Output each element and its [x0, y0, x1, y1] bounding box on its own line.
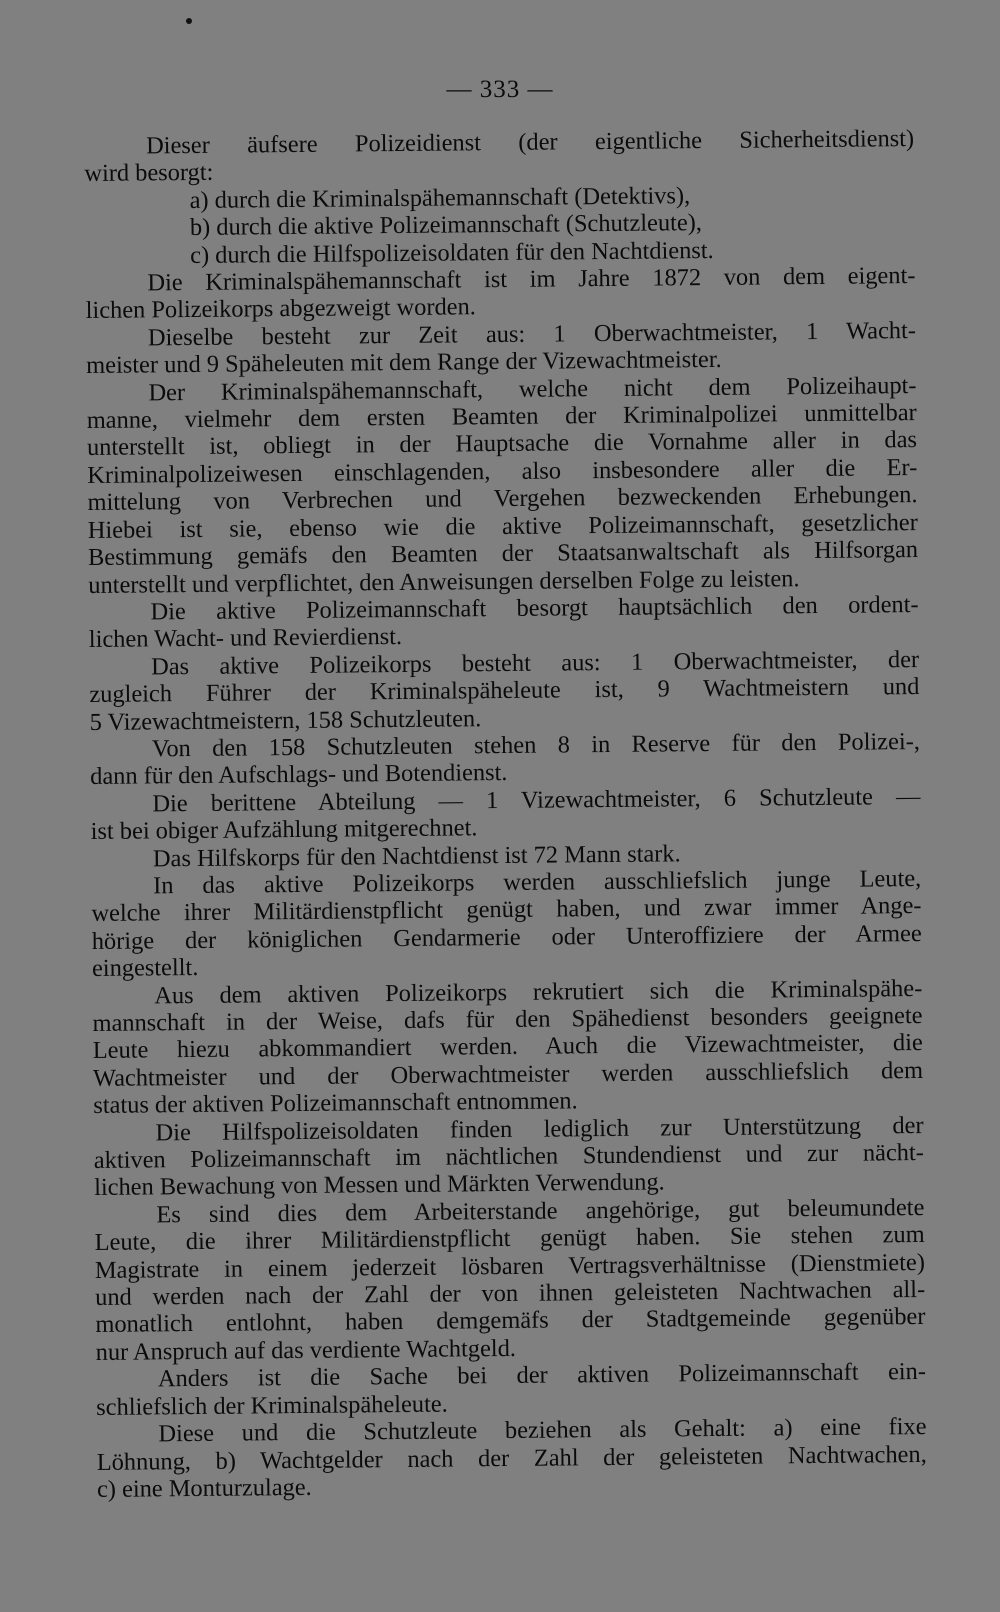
text-line: Hiebei ist sie, ebenso wie die aktive Polizeimannschaft, gesetzlicher: [87, 508, 918, 544]
text-line: und werden nach der Zahl der von ihnen geleisteten Nachtwachen all-: [95, 1276, 926, 1312]
text-line: Bestimmung gemäfs den Beamten der Staatsanwaltschaft als Hilfsorgan: [87, 536, 919, 572]
text-line: status der aktiven Polizeimannschaft entnommen.: [93, 1087, 578, 1120]
text-line: unterstellt ist, obliegt in der Hauptsache die Vornahme aller in das: [86, 426, 918, 462]
text-line: Das Hilfskorps für den Nachtdienst ist 72 Mann stark.: [152, 839, 681, 872]
text-line: Aus dem aktiven Polizeikorps rekrutiert sich die Kriminalspähe-: [154, 974, 923, 1009]
text-line: 5 Vizewachtmeistern, 158 Schutzleuten.: [89, 704, 482, 736]
text-line: lichen Bewachung von Messen und Märkten Verwendung.: [93, 1168, 665, 1202]
text-line: Löhnung, b) Wachtgelder nach der Zahl der geleisteten Nachtwachen,: [96, 1440, 927, 1476]
text-line: meister und 9 Späheleuten mit dem Range der Vizewachtmeister.: [86, 346, 722, 380]
text-line: Leute, die ihrer Militärdienstpflicht genügt haben. Sie stehen zum: [94, 1221, 925, 1257]
text-line: unterstellt und verpflichtet, den Anweisungen derselben Folge zu leisten.: [88, 564, 800, 599]
text-line: a) durch die Kriminalspähemannschaft (Detektivs),: [189, 181, 691, 214]
text-line: Der Kriminalspähemannschaft, welche nicht dem Polizeihaupt-: [148, 371, 917, 407]
text-line: nur Anspruch auf das verdiente Wachtgeld.: [95, 1334, 517, 1366]
text-line: lichen Wacht- und Revierdienst.: [88, 623, 403, 654]
text-line: Die Kriminalspähemannschaft ist im Jahre 1872 von dem eigent-: [147, 262, 916, 297]
text-line: Magistrate in einem jederzeit lösbaren Vertragsverhältnisse (Dienstmiete): [94, 1248, 926, 1284]
text-line: ist bei obiger Aufzählung mitgerechnet.: [90, 814, 478, 846]
text-line: mannschaft in der Weise, dafs für den Spähedienst besonders geeignete: [92, 1001, 923, 1037]
text-line: Von den 158 Schutzleuten stehen 8 in Reserve für den Polizei-,: [151, 727, 921, 763]
text-line: Dieselbe besteht zur Zeit aus: 1 Oberwachtmeister, 1 Wacht-: [147, 316, 917, 352]
text-line: aktiven Polizeimannschaft im nächtlichen Stundendienst und zur nächt-: [93, 1139, 924, 1174]
text-line: Anders ist die Sache bei der aktiven Polizeimannschaft ein-: [157, 1358, 927, 1393]
text-line: zugleich Führer der Kriminalspäheleute ist, 9 Wachtmeistern und: [89, 673, 920, 709]
text-line: Leute hiezu abkommandiert werden. Auch die Vizewachtmeister, die: [92, 1029, 923, 1065]
text-line: welche ihrer Militärdienstpflicht genügt haben, und zwar immer Ange-: [91, 892, 922, 928]
body-text: [84, 125, 927, 1503]
text-line: Es sind dies dem Arbeiterstande angehörige, gut beleumundete: [156, 1193, 925, 1229]
text-line: Kriminalpolizeiwesen einschlagenden, also insbesondere aller die Er-: [87, 453, 918, 489]
text-line: hörige der königlichen Gendarmerie oder Unteroffiziere der Armee: [91, 919, 922, 955]
text-line: wird besorgt:: [84, 159, 214, 188]
text-line: Die Hilfspolizeisoldaten finden lediglich zur Unterstützung der: [155, 1111, 924, 1146]
text-line: Die aktive Polizeimannschaft besorgt hauptsächlich den ordent-: [150, 590, 919, 626]
text-line: c) durch die Hilfspolizeisoldaten für den Nachtdienst.: [190, 236, 714, 269]
text-line: eingestellt.: [91, 954, 199, 983]
text-line: Wachtmeister und der Oberwachtmeister werden ausschliefslich dem: [92, 1056, 924, 1092]
text-line: schliefslich der Kriminalspäheleute.: [96, 1390, 448, 1421]
text-line: mittelung von Verbrechen und Vergehen bezweckenden Erhebungen.: [87, 481, 918, 517]
text-line: monatlich entlohnt, haben demgemäfs der Stadtgemeinde gegenüber: [95, 1303, 926, 1339]
text-line: dann für den Aufschlags- und Botendienst.: [90, 759, 508, 791]
text-line: Das aktive Polizeikorps besteht aus: 1 Oberwachtmeister, der: [150, 645, 920, 681]
page-number: — 333 —: [446, 76, 554, 103]
ink-speck: [186, 18, 192, 24]
text-line: Diese und die Schutzleute beziehen als Gehalt: a) eine fixe: [158, 1413, 927, 1448]
text-line: b) durch die aktive Polizeimannschaft (Schutzleute),: [189, 209, 703, 242]
text-line: manne, vielmehr dem ersten Beamten der Kriminalpolizei unmittelbar: [86, 399, 917, 435]
text-line: c) eine Monturzulage.: [96, 1473, 312, 1503]
text-line: lichen Polizeikorps abgezweigt worden.: [85, 293, 476, 325]
text-line: Die berittene Abteilung — 1 Vizewachtmeister, 6 Schutzleute —: [152, 782, 921, 818]
text-line: Dieser äufsere Polizeidienst (der eigentliche Sicherheitsdienst): [145, 125, 915, 160]
text-line: In das aktive Polizeikorps werden ausschliefslich junge Leute,: [153, 864, 922, 900]
